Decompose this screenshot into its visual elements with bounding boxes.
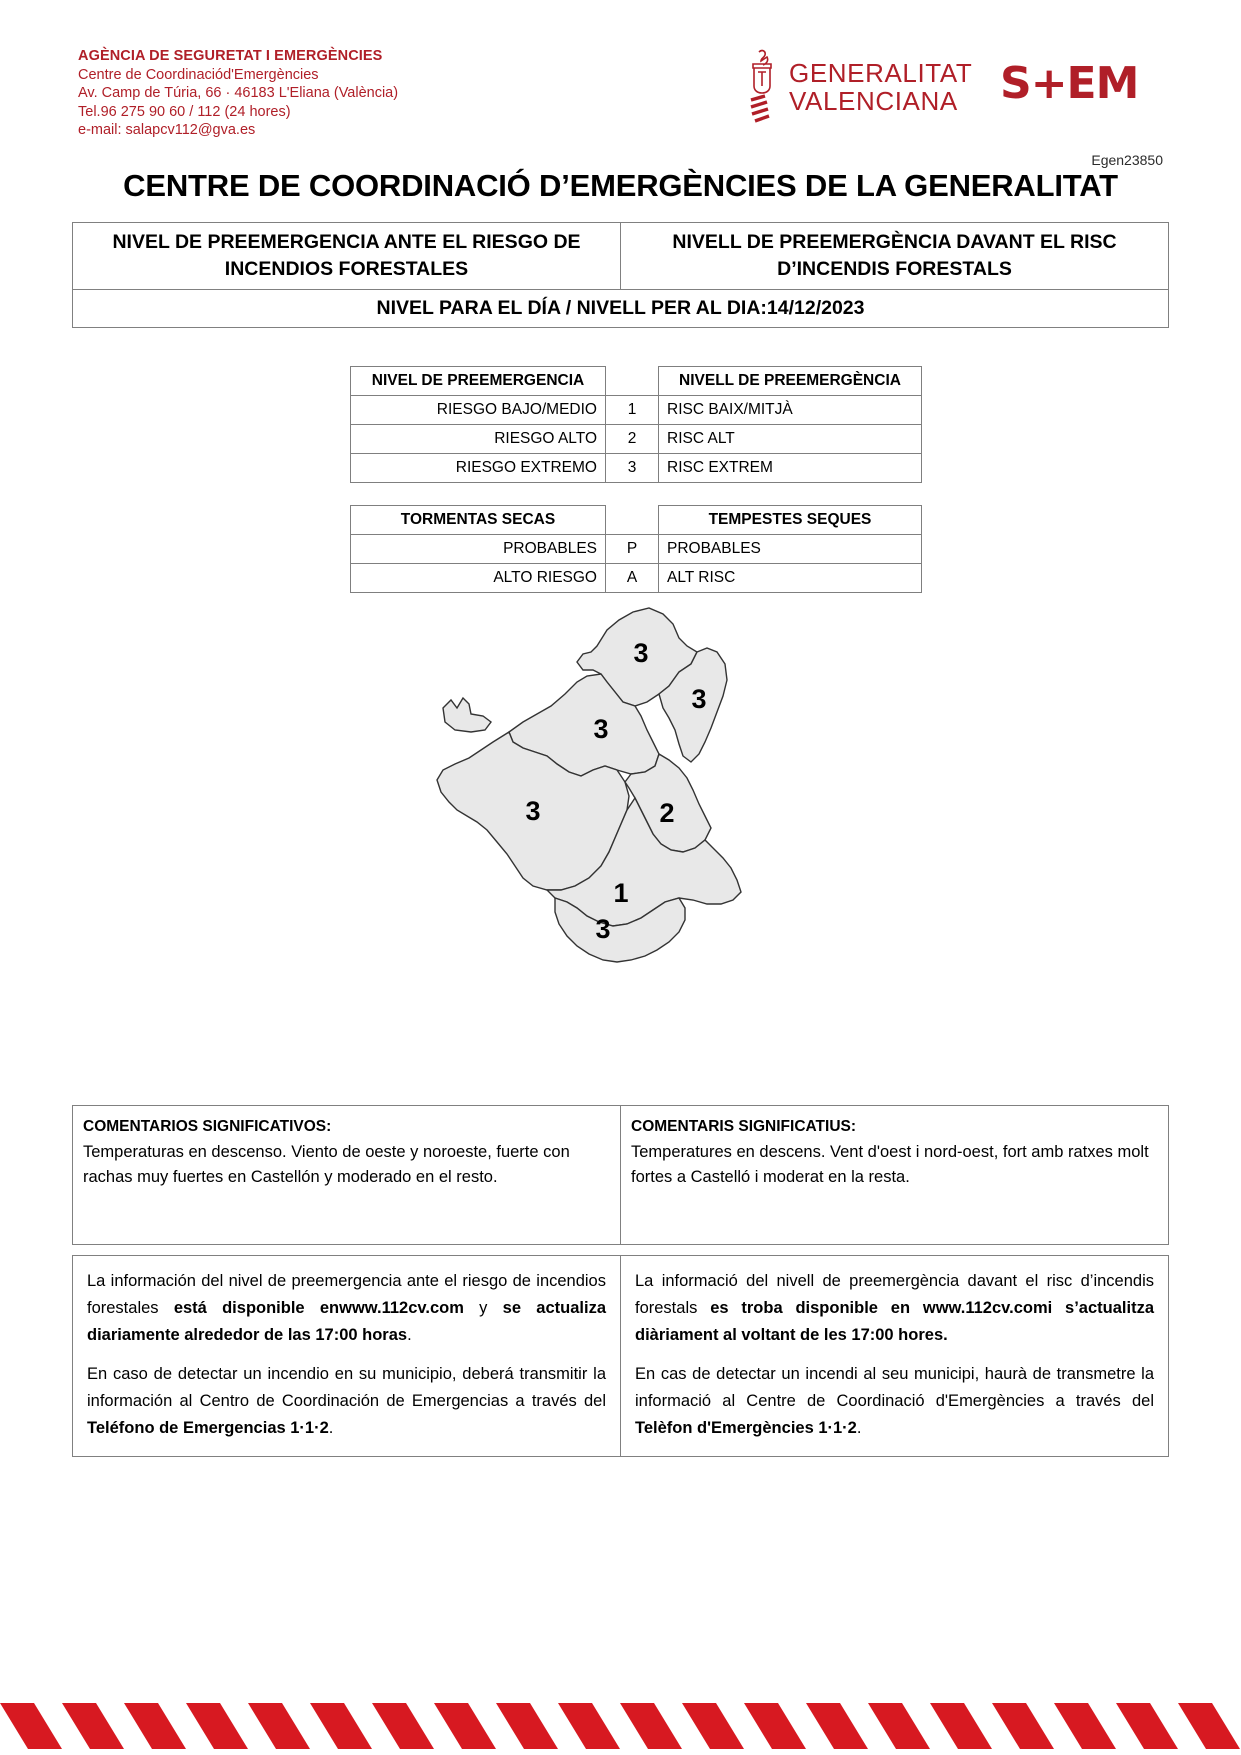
- footer-chevron-stripe: [0, 1697, 1241, 1755]
- info-es-p1c: y: [463, 1299, 503, 1317]
- chevron-pattern-icon: [0, 1697, 1241, 1755]
- map-label-castellon-north: 3: [632, 638, 649, 668]
- table-row: [351, 535, 922, 564]
- legend-level-va: RISC ALT: [659, 425, 922, 454]
- info-cell-spanish: [73, 1256, 621, 1457]
- legend-storm-code: P: [606, 535, 659, 564]
- legend-section: [350, 366, 901, 615]
- legend-storms-header-va: TEMPESTES SEQUES: [659, 506, 922, 535]
- info-es-p2a: En caso de detectar un incendio en su municipio, deberá transmitir la información al Centro de Coordinación de Emergencias a través del: [87, 1365, 606, 1410]
- info-paragraph-va-1: [635, 1268, 1154, 1349]
- info-va-p2b: Telèfon d'Emergències 1·1·2: [635, 1419, 857, 1437]
- table-row: [351, 396, 922, 425]
- generalitat-logo-text: [789, 59, 972, 115]
- significant-comments-table: [72, 1105, 1169, 1245]
- risk-level-map: [0, 590, 1241, 985]
- info-paragraph-va-2: [635, 1361, 1154, 1442]
- valencian-community-map: [411, 590, 831, 990]
- info-paragraph-es-1: [87, 1268, 606, 1349]
- info-va-p2a: En cas de detectar un incendi al seu municipi, haurà de transmetre la informació al Centre de Coordinació d'Emergències a través del: [635, 1365, 1154, 1410]
- organization-email: e-mail: salapcv112@gva.es: [78, 122, 256, 138]
- table-row: [351, 367, 922, 396]
- reference-code: Egen23850: [1091, 152, 1163, 168]
- legend-level-es: RIESGO BAJO/MEDIO: [351, 396, 606, 425]
- info-es-p2c: .: [328, 1419, 334, 1437]
- table-row: [351, 454, 922, 483]
- legend-storms-table: [350, 505, 922, 593]
- table-row: [351, 425, 922, 454]
- table-row: [73, 1106, 1169, 1245]
- map-label-interior-west: 3: [524, 796, 541, 826]
- information-table: [72, 1255, 1169, 1457]
- organization-address-block: [78, 47, 398, 140]
- legend-level-es: RIESGO EXTREMO: [351, 454, 606, 483]
- table-row: [73, 223, 1169, 290]
- preemergency-heading-table: [72, 222, 1169, 328]
- legend-storm-va: PROBABLES: [659, 535, 922, 564]
- legend-level-va: RISC EXTREM: [659, 454, 922, 483]
- organization-phone: Tel.96 275 90 60 / 112 (24 hores): [78, 103, 291, 120]
- legend-level-es: RIESGO ALTO: [351, 425, 606, 454]
- generalitat-valenciana-logo: [745, 48, 972, 126]
- map-label-castellon-coast: 3: [690, 684, 707, 714]
- generalitat-crest-icon: [745, 48, 779, 126]
- heading-valencian: NIVELL DE PREEMERGÈNCIA DAVANT EL RISC D’INCENDIS FORESTALS: [621, 223, 1169, 290]
- legend-level-code: 3: [606, 454, 659, 483]
- generalitat-logo-line1: GENERALITAT: [789, 58, 973, 88]
- legend-level-code: 1: [606, 396, 659, 425]
- table-row: [73, 290, 1169, 328]
- map-label-alicante-north: 1: [612, 878, 629, 908]
- comments-heading-es: COMENTARIOS SIGNIFICATIVOS:: [83, 1118, 332, 1135]
- info-va-p2c: .: [856, 1419, 862, 1437]
- legend-levels-header-es: NIVEL DE PREEMERGENCIA: [351, 367, 606, 396]
- info-es-p1a: La información del nivel de preemergencia ante el riesgo de incendios forestales: [87, 1272, 606, 1317]
- organization-name: AGÈNCIA DE SEGURETAT I EMERGÈNCIES: [78, 48, 383, 64]
- map-label-valencia-coast: 2: [658, 798, 675, 828]
- info-va-p1b: es troba disponible en www.112cv.comi s’actualitza diàriament al voltant de les 17:00 hores.: [635, 1299, 1154, 1344]
- generalitat-logo-line2: VALENCIANA: [789, 86, 958, 116]
- comments-cell-spanish: [73, 1106, 621, 1245]
- legend-storm-es: ALTO RIESGO: [351, 564, 606, 593]
- legend-storm-va: ALT RISC: [659, 564, 922, 593]
- map-enclave: [443, 698, 491, 732]
- sem-logo: S+EM: [1000, 58, 1139, 109]
- info-es-p2b: Teléfono de Emergencias 1·1·2: [87, 1419, 329, 1437]
- comments-cell-valencian: [621, 1106, 1169, 1245]
- level-date-row: NIVEL PARA EL DÍA / NIVELL PER AL DIA:14/12/2023: [73, 290, 1169, 328]
- legend-spacer: [606, 367, 659, 396]
- document-header: [0, 40, 1241, 170]
- legend-levels-table: [350, 366, 922, 483]
- map-label-alicante-south: 3: [594, 914, 611, 944]
- legend-storms-header-es: TORMENTAS SECAS: [351, 506, 606, 535]
- map-label-valencia-north: 3: [592, 714, 609, 744]
- legend-spacer: [606, 506, 659, 535]
- legend-level-code: 2: [606, 425, 659, 454]
- organization-center: Centre de Coordinaciód'Emergències: [78, 66, 319, 83]
- legend-storm-code: A: [606, 564, 659, 593]
- heading-spanish: NIVEL DE PREEMERGENCIA ANTE EL RIESGO DE INCENDIOS FORESTALES: [73, 223, 621, 290]
- table-row: [351, 564, 922, 593]
- legend-level-va: RISC BAIX/MITJÀ: [659, 396, 922, 425]
- comments-body-va: Temperatures en descens. Vent d'oest i nord-oest, fort amb ratxes molt fortes a Castelló i moderat en la resta.: [631, 1143, 1149, 1186]
- comments-body-es: Temperaturas en descenso. Viento de oeste y noroeste, fuerte con rachas muy fuertes en Castellón y moderado en el resto.: [83, 1143, 570, 1186]
- info-es-p1d: se actualiza diariamente alrededor de las 17:00 horas: [87, 1299, 606, 1344]
- info-cell-valencian: [621, 1256, 1169, 1457]
- table-row: [351, 506, 922, 535]
- info-paragraph-es-2: [87, 1361, 606, 1442]
- organization-street: Av. Camp de Túria, 66 · 46183 L'Eliana (València): [78, 85, 399, 101]
- info-es-p1e: .: [407, 1326, 412, 1344]
- info-es-p1b: está disponible enwww.112cv.com: [173, 1299, 464, 1317]
- page-title: CENTRE DE COORDINACIÓ D’EMERGÈNCIES DE LA GENERALITAT: [123, 168, 1118, 203]
- comments-heading-va: COMENTARIS SIGNIFICATIUS:: [631, 1118, 857, 1135]
- legend-storm-es: PROBABLES: [351, 535, 606, 564]
- info-va-p1a: La informació del nivell de preemergència davant el risc d’incendis forestals: [635, 1272, 1154, 1317]
- legend-levels-header-va: NIVELL DE PREEMERGÈNCIA: [659, 367, 922, 396]
- table-row: [73, 1256, 1169, 1457]
